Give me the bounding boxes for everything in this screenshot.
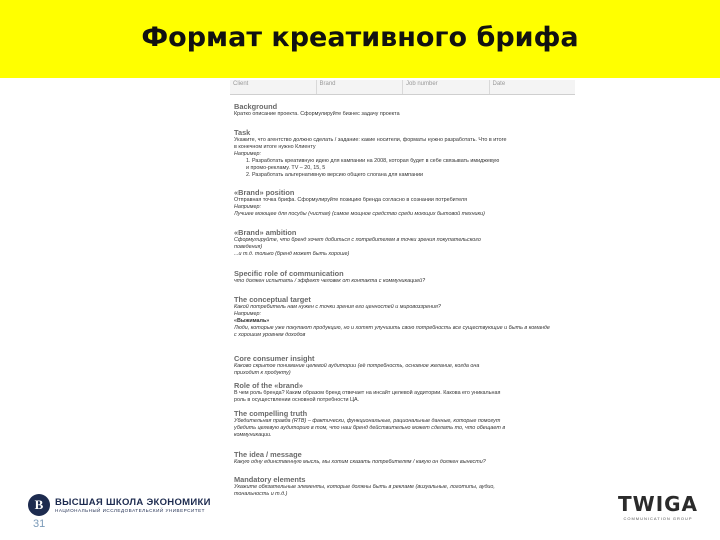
hse-name: ВЫСШАЯ ШКОЛА ЭКОНОМИКИ <box>55 497 211 508</box>
brief-section <box>234 475 570 498</box>
brief-section <box>234 128 570 179</box>
section-line: и промо-рекламу. TV – 20, 15, 5 <box>246 165 326 171</box>
brief-document <box>230 78 575 518</box>
section-line: убедить целевую аудиторию в том, что наш бренд действительно может сделать то, что обещает в <box>234 425 506 431</box>
section-line: Укажите обязательные элементы, которые должны быть в рекламе (визуальные, логотипы, аудио, <box>234 484 495 490</box>
section-line: В чем роль бренда? Каким образом бренд отвечает на инсайт целевой аудитории. Какова его уникальная <box>234 390 501 396</box>
section-title: Task <box>234 128 251 137</box>
brief-section <box>234 409 570 439</box>
section-title: Specific role of communication <box>234 269 344 278</box>
section-title: «Brand» position <box>234 188 295 197</box>
brief-section <box>234 450 570 466</box>
page-number: 31 <box>33 518 46 530</box>
section-title: Background <box>234 102 278 111</box>
hse-logo <box>28 494 211 516</box>
twiga-logo <box>618 492 698 521</box>
section-line: 2. Разработать альтернативную версию общего слогана для кампании <box>246 172 424 178</box>
section-line: Люди, которые уже покупают продукцию, но и хотят улучшить свою потребность все существующие и быть в команде <box>234 325 550 331</box>
section-line: что должен испытать / эффект человек от контакта с коммуникацией? <box>234 278 426 284</box>
section-line: роль в осуществлении основной потребности ЦА. <box>234 397 360 403</box>
section-line: коммуникации. <box>234 432 272 438</box>
brief-section <box>234 188 570 218</box>
section-line: Какую одну единственную мысль, мы хотим сказать потребителям / какую он должен вынести? <box>234 459 486 465</box>
section-title: Role of the «brand» <box>234 381 303 390</box>
section-line: Какой потребитель нам нужен с точки зрения его ценностей и мировоззрения? <box>234 304 441 310</box>
section-title: The conceptual target <box>234 295 311 304</box>
brief-section <box>234 354 570 377</box>
brief-section <box>234 295 570 339</box>
section-line: в конечном итоге нужно Клиенту <box>234 144 316 150</box>
section-line: Отправная точка брифа. Сформулируйте позицию бренда согласно в сознании потребителя <box>234 197 467 203</box>
section-title: The idea / message <box>234 450 302 459</box>
section-line: Кратко описание проекта. Сформулируйте бизнес задачу проекта <box>234 111 400 117</box>
section-line: Например: <box>234 151 261 157</box>
twiga-name: TWIGA <box>618 492 699 516</box>
section-line: 1. Разработать креативную идею для кампании на 2008, которая будет в себе связывать имиджевую <box>246 158 500 164</box>
section-title: «Brand» ambition <box>234 228 297 237</box>
section-line: поведения) <box>234 244 263 250</box>
section-line: Лучшее моющее для посуды (чистая) (самое мощное средство среди моющих бытовой техники) <box>234 211 485 217</box>
brief-section <box>234 102 570 118</box>
section-line: «Выжималь» <box>234 318 270 324</box>
section-line: Сформулируйте, что бренд хочет добиться с потребителем в точки зрения покупательского <box>234 237 481 243</box>
section-line: тональность и т.д.) <box>234 491 288 497</box>
section-title: The compelling truth <box>234 409 308 418</box>
slide-title: Формат креативного брифа <box>141 22 579 53</box>
hse-subtitle: НАЦИОНАЛЬНЫЙ ИССЛЕДОВАТЕЛЬСКИЙ УНИВЕРСИТЕТ <box>55 508 205 513</box>
section-line: Например: <box>234 311 261 317</box>
header-cell-date: Date <box>490 80 576 94</box>
twiga-subtitle: COMMUNICATION GROUP <box>623 516 693 521</box>
header-cell-brand: Brand <box>317 80 404 94</box>
hse-emblem-icon: В <box>28 494 50 516</box>
section-line: Например: <box>234 204 261 210</box>
brief-section <box>234 228 570 258</box>
brief-section <box>234 269 570 285</box>
brief-header-table <box>230 80 575 95</box>
section-line: приходит к продукту) <box>234 370 291 376</box>
header-cell-client: Client <box>230 80 317 94</box>
header-cell-job-number: Job number <box>403 80 490 94</box>
section-line: Каково скрытое понимание целевой аудитории (её потребность, основное желание, когда она <box>234 363 480 369</box>
section-line: ...и т.д. только (бренд может быть хороше) <box>234 251 350 257</box>
section-line: Укажите, что агентство должно сделать / задание: какие носители, форматы нужно разработать. Что в итоге <box>234 137 507 143</box>
brief-section <box>234 381 570 404</box>
section-title: Core consumer insight <box>234 354 315 363</box>
section-title: Mandatory elements <box>234 475 306 484</box>
section-line: с хорошим уровнем доходов <box>234 332 306 338</box>
section-line: Убедительная правда (RTB) – фактически, функциональные, рациональные данные, которые помогут <box>234 418 501 424</box>
